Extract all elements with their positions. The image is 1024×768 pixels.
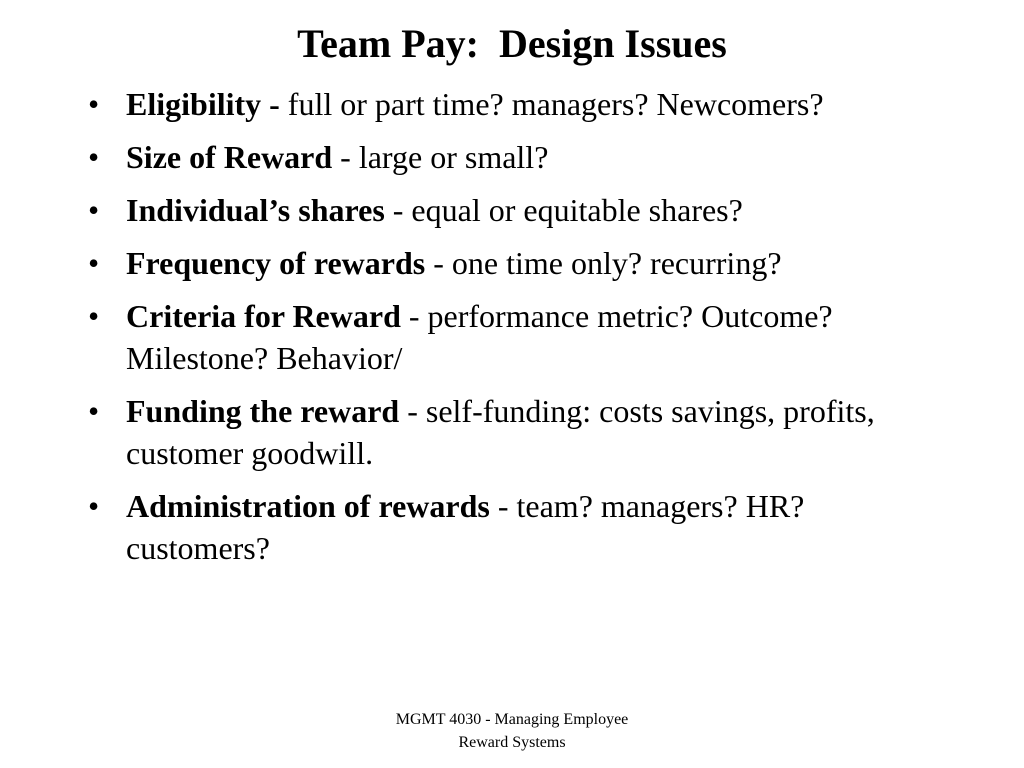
bullet-text: - equal or equitable shares?	[384, 192, 743, 228]
bullet-term: Funding the reward	[126, 393, 400, 429]
bullet-term: Criteria for Reward	[126, 298, 401, 334]
bullet-marker-icon: •	[88, 139, 100, 175]
footer-subtitle-line: Reward Systems	[458, 734, 566, 751]
bullet-text: - one time only? recurring?	[425, 245, 782, 281]
bullet-text: - self-funding: costs savings, profits, customer goodwill.	[126, 393, 875, 471]
bullet-marker-icon: •	[88, 86, 100, 122]
bullet-marker-icon: •	[88, 488, 100, 524]
bullet-marker-icon: •	[88, 393, 100, 429]
bullet-text: - performance metric? Outcome? Milestone? Behavior/	[126, 298, 833, 376]
bullet-text: - team? managers? HR? customers?	[126, 488, 805, 566]
bullet-item-administration	[88, 485, 908, 569]
bullet-list	[88, 83, 908, 580]
bullet-item-size-of-reward	[88, 136, 908, 178]
bullet-term: Eligibility -	[126, 86, 280, 122]
bullet-term: Frequency of rewards	[126, 245, 426, 281]
bullet-term: Administration of rewards	[126, 488, 490, 524]
footer-course-line: MGMT 4030 - Managing Employee	[395, 711, 629, 728]
bullet-item-funding	[88, 390, 908, 474]
bullet-item-frequency	[88, 242, 908, 284]
bullet-text: full or part time? managers? Newcomers?	[279, 86, 824, 122]
bullet-text: - large or small?	[332, 139, 549, 175]
bullet-term: Individual’s shares	[126, 192, 385, 228]
slide-footer	[332, 708, 692, 754]
bullet-term: Size of Reward	[126, 139, 333, 175]
bullet-marker-icon: •	[88, 298, 100, 334]
bullet-item-criteria	[88, 295, 908, 379]
slide-title: Team Pay: Design Issues	[297, 21, 727, 66]
bullet-item-individual-shares	[88, 189, 908, 231]
bullet-item-eligibility	[88, 83, 908, 125]
bullet-marker-icon: •	[88, 245, 100, 281]
bullet-marker-icon: •	[88, 192, 100, 228]
